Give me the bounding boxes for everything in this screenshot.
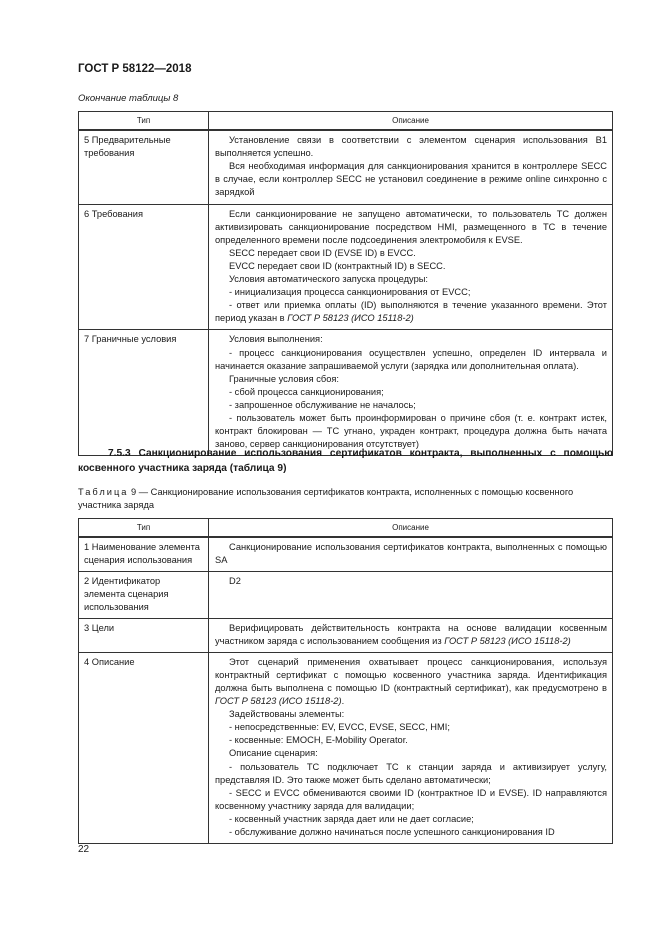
table-row: [79, 130, 613, 204]
row-description: [209, 652, 613, 843]
table-9: [78, 518, 613, 844]
desc-text: Верифицировать действительность контракта на основе валидации косвенным участником заряда с использованием сообщения из: [215, 622, 607, 646]
table-caption: Окончание таблицы 8: [78, 93, 179, 104]
desc-paragraph: Задействованы элементы:: [229, 709, 345, 720]
desc-paragraph: - обслуживание должно начинаться после успешного санкционирования ID: [229, 826, 555, 837]
desc-paragraph: [215, 622, 607, 648]
row-type: 7 Граничные условия: [79, 330, 209, 456]
table-row: [79, 572, 613, 618]
row-type: 3 Цели: [79, 618, 209, 652]
desc-paragraph: - процесс санкционирования осуществлен успешно, определен ID интервала и начинается оказание запрашиваемой услуги (зарядка или дополнительная оплата).: [215, 347, 607, 371]
desc-paragraph: D2: [229, 576, 241, 587]
standard-reference: ГОСТ Р 58123 (ИСО 15118-2): [287, 313, 414, 324]
column-header-type: Тип: [79, 519, 209, 538]
desc-paragraph: - пользователь ТС подключает ТС к станции заряда и активизирует услугу, представляя ID. Это также может быть сделано автоматически;: [215, 761, 607, 785]
table-row: [79, 537, 613, 572]
desc-paragraph: Вся необходимая информация для санкционирования хранится в контроллере SECC в случае, если контроллер SECC не установил соединение в режиме online синхронно с зарядкой: [215, 161, 607, 198]
table-label: Таблица: [78, 487, 129, 497]
column-header-description: Описание: [209, 519, 613, 538]
row-type: 1 Наименование элемента сценария использования: [79, 537, 209, 572]
desc-paragraph: - инициализация процесса санкционирования от EVCC;: [229, 287, 471, 298]
document-header: ГОСТ Р 58122—2018: [78, 63, 192, 75]
standard-reference: ГОСТ Р 58123 (ИСО 15118-2): [215, 696, 342, 707]
desc-paragraph: - непосредственные: EV, EVCC, EVSE, SECC, HMI;: [229, 722, 450, 733]
desc-paragraph: - пользователь может быть проинформирован о причине сбоя (т. е. контракт истек, контракт блокирован — ТС угнано, украден контракт, процедура должна быть начата заново, сервер санкционирования отсутствует): [215, 412, 607, 450]
table-caption-text: 9 — Санкционирование использования сертификатов контракта, исполненных с помощью косвенного участника заряда: [78, 487, 574, 510]
table-8: [78, 111, 613, 456]
row-type: 2 Идентификатор элемента сценария использования: [79, 572, 209, 618]
desc-paragraph: Условия выполнения:: [229, 334, 323, 345]
row-description: [209, 572, 613, 618]
desc-paragraph: Установление связи в соответствии с элементом сценария использования B1 выполняется успешно.: [215, 135, 607, 159]
desc-paragraph: Условия автоматического запуска процедуры:: [229, 274, 429, 285]
desc-paragraph: [215, 299, 607, 325]
desc-paragraph: Этот сценарий применения охватывает процесс санкционирования, используя контрактный сертификат с помощью косвенного участника заряда. Идентификация должна быть выполнена с помощью ID (контрактный сертификат), как предусмотрено в ГОСТ Р 58123 (ИСО 15118-2).: [215, 656, 607, 707]
page-number: 22: [78, 844, 90, 855]
column-header-type: Тип: [79, 112, 209, 131]
desc-paragraph: EVCC передает свои ID (контрактный ID) в SECC.: [229, 260, 446, 271]
standard-reference: ГОСТ Р 58123 (ИСО 15118-2): [444, 635, 571, 646]
desc-paragraph: Санкционирование использования сертификатов контракта, выполненных с помощью SA: [215, 542, 607, 566]
section-number: 7.5.3: [108, 448, 131, 459]
desc-paragraph: Граничные условия сбоя:: [229, 373, 339, 384]
row-description: [209, 330, 613, 456]
row-type: 5 Предварительные требования: [79, 130, 209, 204]
desc-paragraph: Если санкционирование не запущено автоматически, то пользователь ТС должен активизировать санкционирование посредством HMI, размещенного в ТС в течение определенного времени после подсоединения электромобиля к EVSE.: [215, 208, 607, 245]
table-row: [79, 330, 613, 456]
table-row: [79, 618, 613, 652]
desc-paragraph: Описание сценария:: [229, 748, 318, 759]
row-description: [209, 618, 613, 652]
desc-text: - ответ или приемка оплаты (ID) выполняются в течение указанного времени. Этот период указан в: [215, 300, 607, 324]
desc-paragraph: - косвенный участник заряда дает или не дает согласие;: [229, 813, 474, 824]
table-title: [78, 486, 613, 512]
row-description: [209, 130, 613, 204]
desc-paragraph: - косвенные: EMOCH, E-Mobility Operator.: [229, 735, 408, 746]
desc-paragraph: - SECC и EVCC обмениваются своими ID (контрактное ID и EVSE). ID направляются косвенному участнику заряда для валидации;: [215, 787, 607, 811]
desc-paragraph: - сбой процесса санкционирования;: [229, 386, 384, 397]
row-description: [209, 537, 613, 572]
row-type: 6 Требования: [79, 204, 209, 330]
desc-paragraph: SECC передает свои ID (EVSE ID) в EVCC.: [229, 247, 416, 258]
section-heading: [78, 446, 613, 476]
table-row: [79, 204, 613, 330]
table-row: [79, 652, 613, 843]
desc-text: Этот сценарий применения охватывает процесс санкционирования, используя контрактный сертификат с помощью косвенного участника заряда. Идентификация должна быть выполнена с помощью ID (контрактный сертификат), как предусмотрено в: [215, 656, 607, 693]
section-title: Санкционирование использования сертификатов контракта, выполненных с помощью косвенного участника заряда (таблица 9): [78, 448, 613, 474]
desc-paragraph: - запрошенное обслуживание не началось;: [229, 399, 416, 410]
column-header-description: Описание: [209, 112, 613, 131]
row-type: 4 Описание: [79, 652, 209, 843]
row-description: [209, 204, 613, 330]
